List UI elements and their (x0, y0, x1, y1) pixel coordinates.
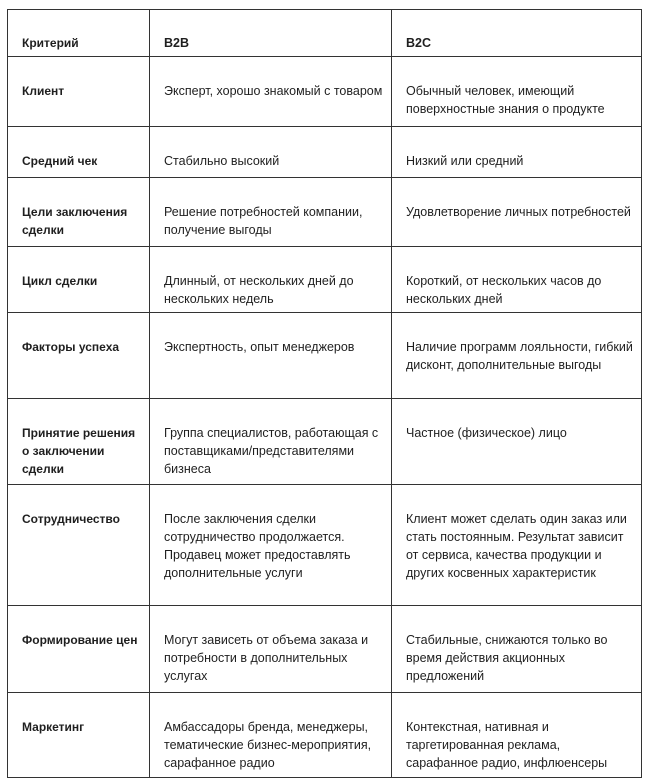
b2b-cell (150, 693, 392, 778)
table-row (8, 485, 642, 606)
b2b-cell (150, 127, 392, 178)
table-row (8, 606, 642, 693)
criterion-text: Цели заключения сделки (22, 205, 128, 237)
criterion-cell (8, 485, 150, 606)
criterion-text: Средний чек (22, 154, 98, 168)
b2c-text: Удовлетворение личных потребностей (406, 205, 631, 219)
criterion-text: Принятие решения о заключении сделки (22, 426, 136, 476)
b2c-cell (392, 247, 642, 313)
b2b-text: Длинный, от нескольких дней до нескольких недель (164, 274, 354, 306)
criterion-cell (8, 606, 150, 693)
b2c-text: Контекстная, нативная и таргетированная реклама, сарафанное радио, инфлюенсеры (406, 720, 608, 770)
b2b-text: Эксперт, хорошо знакомый с товаром (164, 84, 383, 98)
criterion-text: Сотрудничество (22, 512, 120, 526)
b2c-cell (392, 127, 642, 178)
b2c-text: Стабильные, снижаются только во время действия акционных предложений (406, 633, 608, 683)
b2b-text: Группа специалистов, работающая с поставщиками/представителями бизнеса (164, 426, 379, 476)
criterion-cell (8, 399, 150, 485)
criterion-cell (8, 313, 150, 399)
b2b-cell (150, 247, 392, 313)
header-b2c-cell (392, 10, 642, 57)
b2b-text: Экспертность, опыт менеджеров (164, 340, 355, 354)
b2c-text: Обычный человек, имеющий поверхностные знания о продукте (406, 84, 605, 116)
criterion-cell (8, 57, 150, 127)
criterion-text: Клиент (22, 84, 65, 98)
header-criterion-cell (8, 10, 150, 57)
b2c-cell (392, 57, 642, 127)
b2b-cell (150, 485, 392, 606)
comparison-table-wrapper (7, 9, 641, 778)
b2c-text: Низкий или средний (406, 154, 524, 168)
header-criterion-label: Критерий (22, 36, 79, 50)
criterion-cell (8, 127, 150, 178)
criterion-text: Факторы успеха (22, 340, 120, 354)
b2b-cell (150, 313, 392, 399)
table-header-row (8, 10, 642, 57)
table-row (8, 313, 642, 399)
criterion-text: Цикл сделки (22, 274, 98, 288)
b2c-cell (392, 399, 642, 485)
table-row (8, 127, 642, 178)
b2b-b2c-comparison-table (7, 9, 642, 778)
criterion-text: Маркетинг (22, 720, 85, 734)
b2b-cell (150, 606, 392, 693)
criterion-text: Формирование цен (22, 633, 138, 647)
header-b2b-label: B2B (164, 36, 190, 50)
b2b-text: Решение потребностей компании, получение выгоды (164, 205, 363, 237)
criterion-cell (8, 693, 150, 778)
b2c-text: Частное (физическое) лицо (406, 426, 567, 440)
table-row (8, 693, 642, 778)
table-row (8, 247, 642, 313)
table-row (8, 178, 642, 247)
b2b-text: После заключения сделки сотрудничество продолжается. Продавец может предоставлять дополнительные услуги (164, 512, 351, 580)
b2c-text: Клиент может сделать один заказ или стать постоянным. Результат зависит от сервиса, качества продукции и других косвенных характеристик (406, 512, 627, 580)
header-b2c-label: B2C (406, 36, 432, 50)
b2b-cell (150, 57, 392, 127)
b2b-cell (150, 399, 392, 485)
b2b-text: Могут зависеть от объема заказа и потребности в дополнительных услугах (164, 633, 369, 683)
b2c-cell (392, 178, 642, 247)
b2c-cell (392, 485, 642, 606)
b2b-cell (150, 178, 392, 247)
b2c-cell (392, 606, 642, 693)
b2b-text: Амбассадоры бренда, менеджеры, тематические бизнес-мероприятия, сарафанное радио (164, 720, 372, 770)
b2c-cell (392, 313, 642, 399)
b2c-text: Короткий, от нескольких часов до нескольких дней (406, 274, 602, 306)
table-row (8, 57, 642, 127)
header-b2b-cell (150, 10, 392, 57)
criterion-cell (8, 178, 150, 247)
table-row (8, 399, 642, 485)
b2c-cell (392, 693, 642, 778)
b2c-text: Наличие программ лояльности, гибкий дисконт, дополнительные выгоды (406, 340, 633, 372)
b2b-text: Стабильно высокий (164, 154, 280, 168)
criterion-cell (8, 247, 150, 313)
